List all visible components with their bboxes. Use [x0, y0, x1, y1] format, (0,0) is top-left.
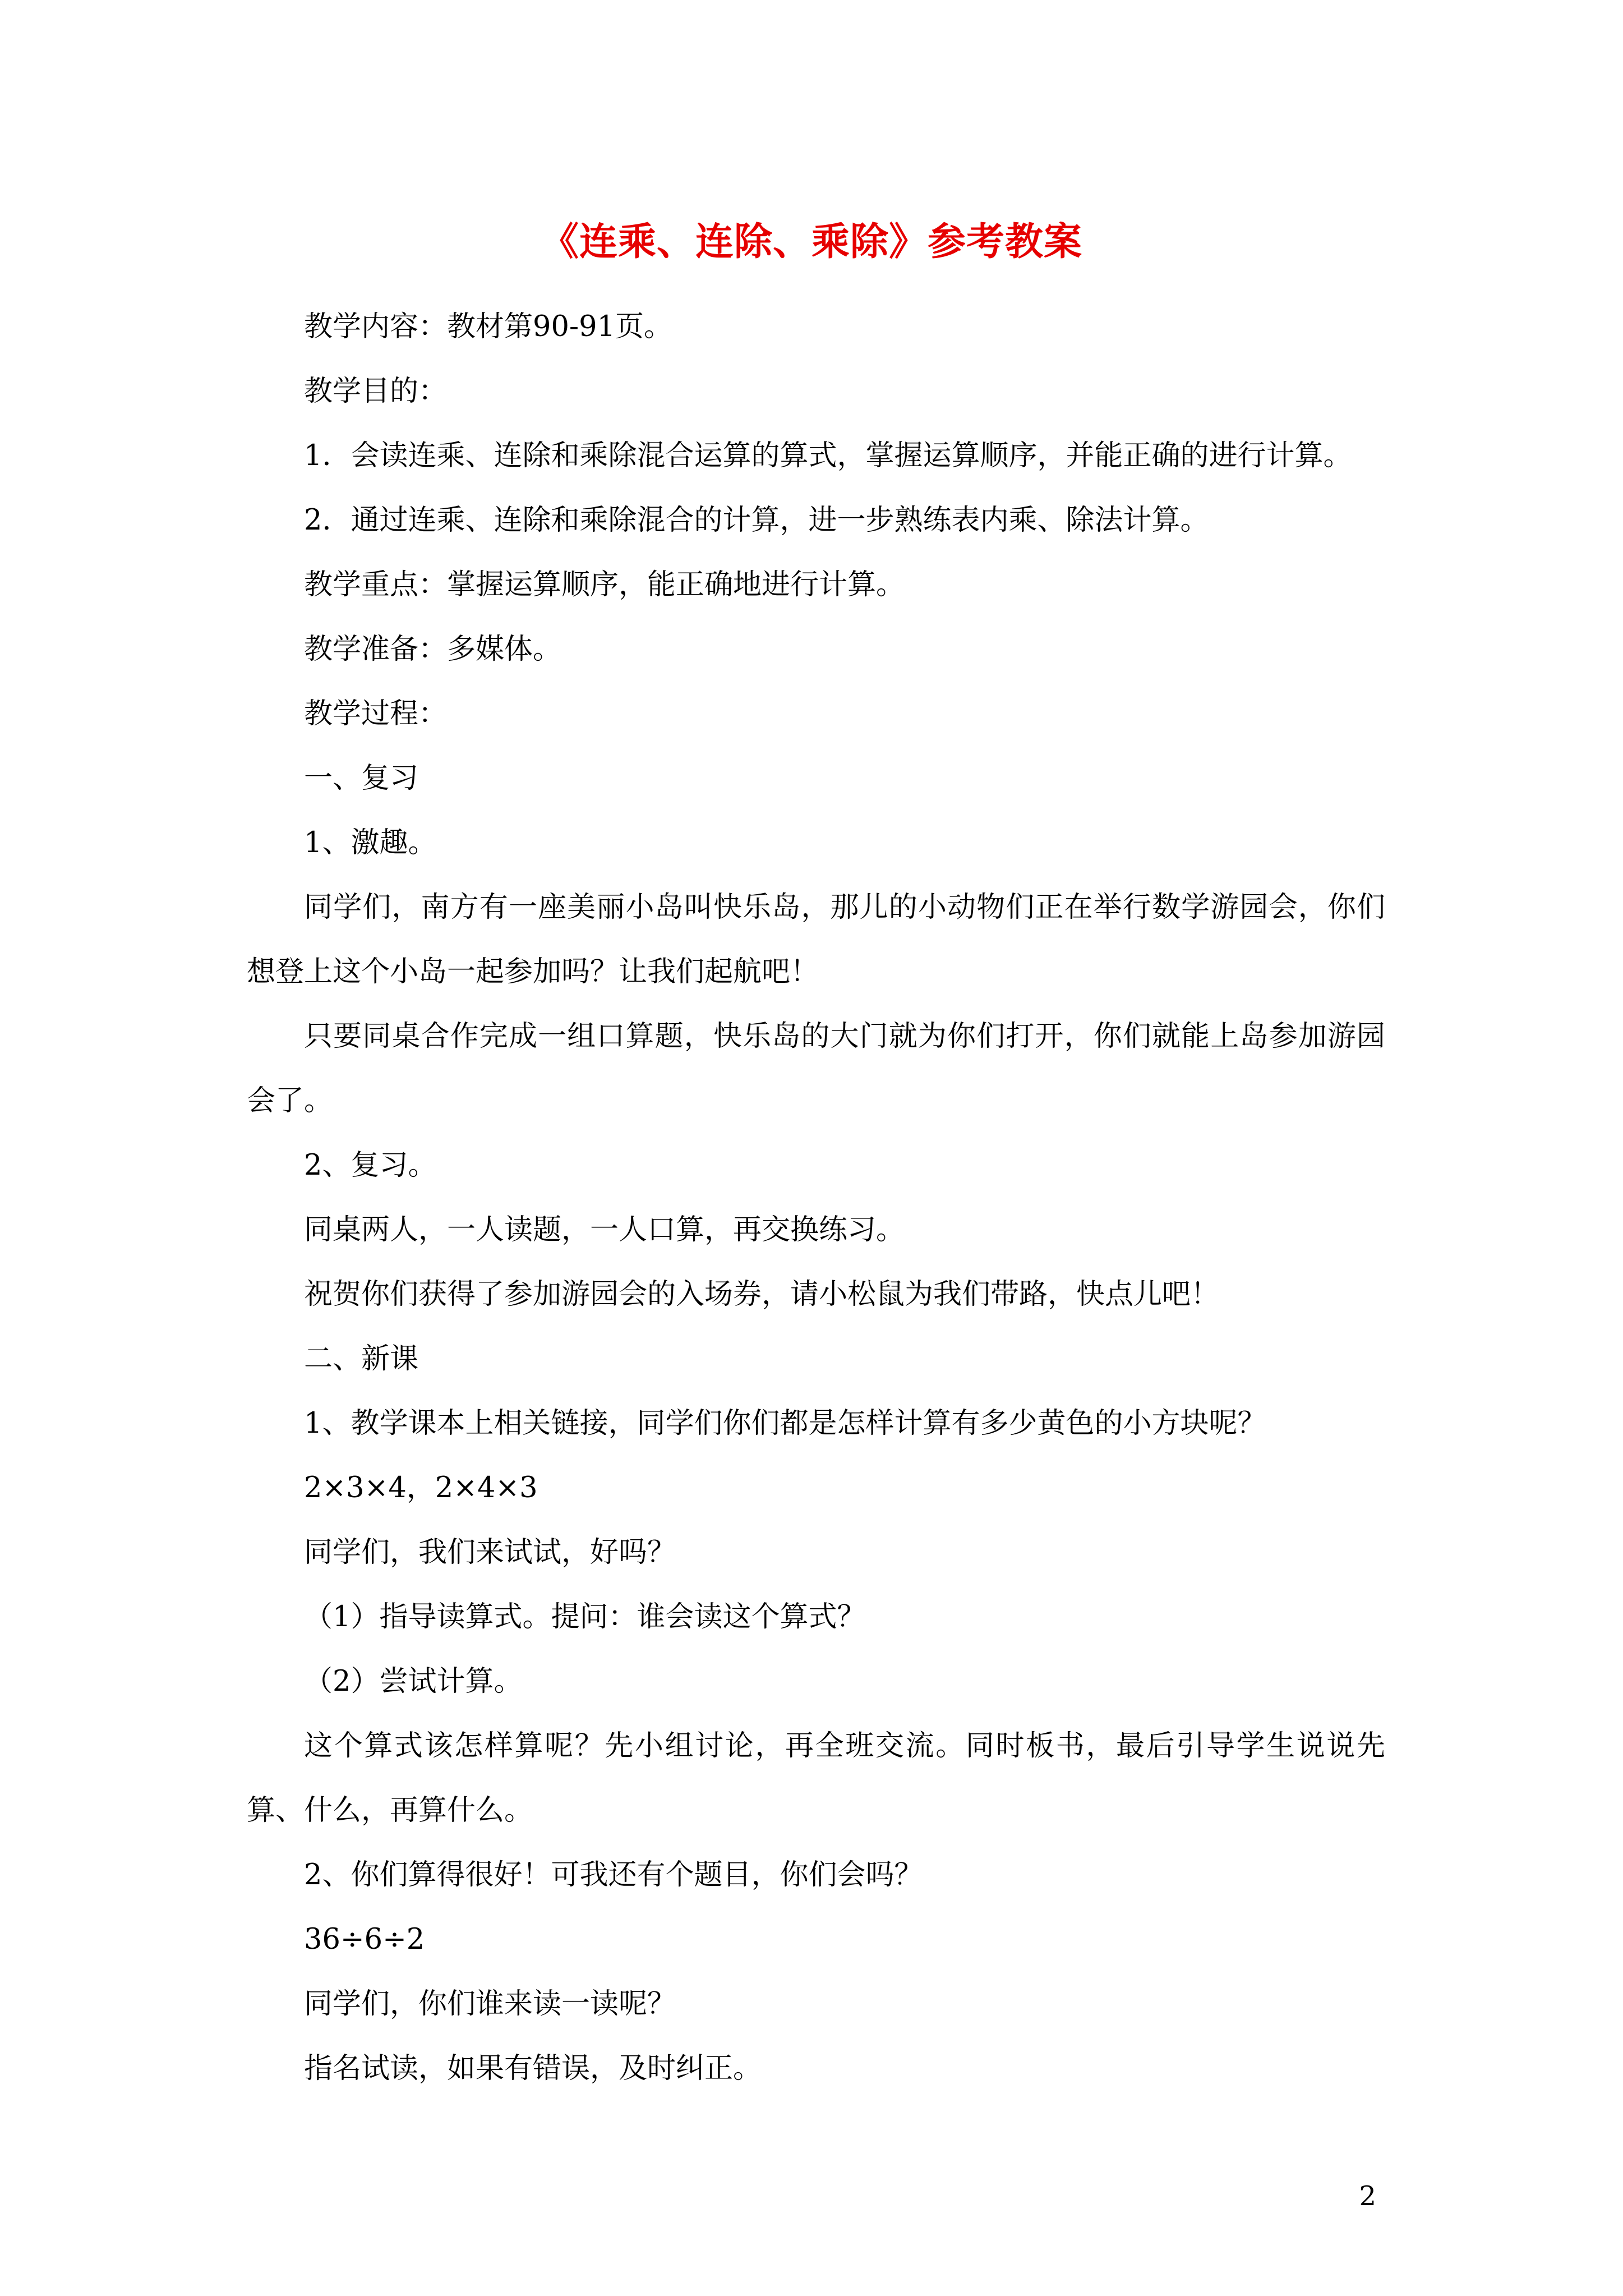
- paragraph: 教学准备：多媒体。: [304, 633, 562, 666]
- section-heading: 一、复习: [304, 762, 419, 795]
- paragraph: 这个算式该怎样算呢？先小组讨论，再全班交流。同时板书，最后引导学生说说先算、什么，再算什么。: [247, 1729, 1385, 1827]
- math-expression: 2×3×4，2×4×3: [304, 1471, 538, 1504]
- paragraph: 教学重点：掌握运算顺序，能正确地进行计算。: [304, 568, 905, 601]
- page-number: 2: [1359, 2180, 1376, 2212]
- paragraph: 同学们，南方有一座美丽小岛叫快乐岛，那儿的小动物们正在举行数学游园会，你们想登上这个小岛一起参加吗？让我们起航吧！: [247, 891, 1385, 988]
- paragraph: 祝贺你们获得了参加游园会的入场券，请小松鼠为我们带路，快点儿吧！: [304, 1278, 1220, 1311]
- paragraph: 1、激趣。: [304, 826, 437, 859]
- paragraph: 教学过程：: [304, 697, 448, 730]
- paragraph: 1、教学课本上相关链接，同学们你们都是怎样计算有多少黄色的小方块呢？: [304, 1407, 1266, 1440]
- paragraph: 2、你们算得很好！可我还有个题目，你们会吗？: [304, 1858, 923, 1892]
- paragraph: （2）尝试计算。: [304, 1665, 523, 1698]
- document-title: 《连乘、连除、乘除》参考教案: [540, 219, 1082, 264]
- paragraph: 1．会读连乘、连除和乘除混合运算的算式，掌握运算顺序，并能正确的进行计算。: [304, 439, 1352, 472]
- math-expression: 36÷6÷2: [304, 1923, 425, 1956]
- document-body: [247, 295, 1385, 2101]
- paragraph: 2．通过连乘、连除和乘除混合的计算，进一步熟练表内乘、除法计算。: [304, 504, 1209, 537]
- paragraph: 教学内容：教材第90-91页。: [304, 310, 673, 343]
- paragraph: 同学们，我们来试试，好吗？: [304, 1536, 676, 1569]
- paragraph: 同学们，你们谁来读一读呢？: [304, 1987, 676, 2021]
- paragraph: 只要同桌合作完成一组口算题，快乐岛的大门就为你们打开，你们就能上岛参加游园会了。: [247, 1020, 1385, 1117]
- paragraph: （1）指导读算式。提问：谁会读这个算式？: [304, 1600, 866, 1634]
- section-heading: 二、新课: [304, 1342, 419, 1375]
- paragraph: 指名试读，如果有错误，及时纠正。: [304, 2052, 762, 2085]
- paragraph: 同桌两人，一人读题，一人口算，再交换练习。: [304, 1213, 905, 1246]
- paragraph: 教学目的：: [304, 375, 448, 408]
- paragraph: 2、复习。: [304, 1149, 437, 1182]
